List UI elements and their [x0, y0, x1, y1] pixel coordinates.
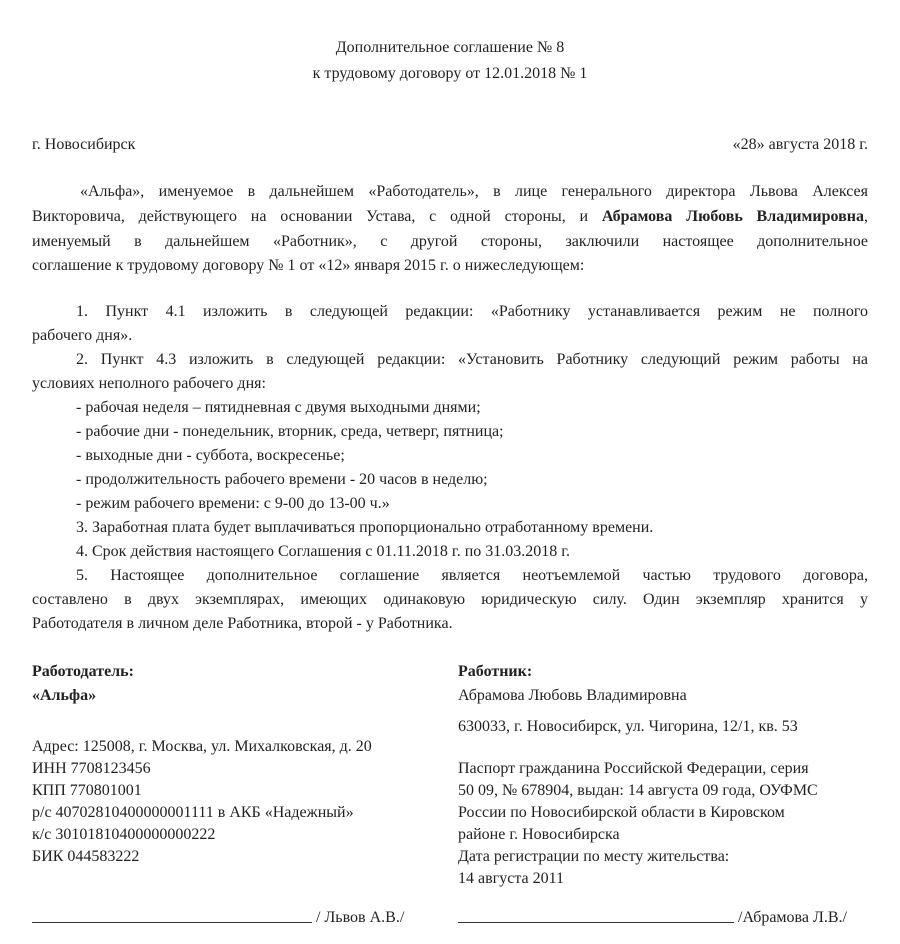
employer-address: Адрес: 125008, г. Москва, ул. Михалковская, д. 20 [32, 738, 372, 755]
clause-5-line-3: Работодателя в личном деле Работника, второй - у Работника. [32, 615, 453, 632]
clause-3: 3. Заработная плата будет выплачиваться пропорционально отработанному времени. [76, 519, 654, 536]
preamble-line-3: именуемый в дальнейшем «Работник», с другой стороны, заключили настоящее дополнительное [32, 233, 868, 250]
employee-registration-date: 14 августа 2011 [458, 870, 565, 887]
employee-passport-line: районе г. Новосибирска [458, 826, 620, 843]
document-subtitle: к трудовому договору от 12.01.2018 № 1 [312, 65, 588, 82]
schedule-bullet: - выходные дни - суббота, воскресенье; [76, 447, 345, 464]
employer-signature-line [32, 922, 312, 923]
employee-name-bold: Абрамова Любовь Владимировна [601, 208, 864, 225]
document-title: Дополнительное соглашение № 8 [335, 39, 565, 56]
employer-name [32, 684, 96, 707]
employee-passport-line: России по Новосибирской области в Кировском [458, 804, 785, 821]
schedule-bullet: - рабочие дни - понедельник, вторник, среда, четверг, пятница; [76, 423, 504, 440]
employee-passport-line: 50 09, № 678904, выдан: 14 августа 09 года, ОУФМС [458, 782, 818, 799]
employer-heading-text: Работодатель: [32, 663, 134, 680]
clause-1-line-1: 1. Пункт 4.1 изложить в следующей редакции: «Работнику устанавливается режим не полного [76, 303, 868, 320]
clause-4: 4. Срок действия настоящего Соглашения с 01.11.2018 г. по 31.03.2018 г. [76, 543, 571, 560]
employer-kpp: КПП 770801001 [32, 782, 142, 799]
preamble-line-4: соглашение к трудовому договору № 1 от «12» января 2015 г. о нижеследующем: [32, 257, 585, 274]
preamble-text: «Альфа», именуемое в дальнейшем «Работодатель», в лице генерального директора Львова Алексея [80, 183, 868, 200]
employer-bik: БИК 044583222 [32, 848, 140, 865]
schedule-bullet: - режим рабочего времени: с 9-00 до 13-00 ч.» [76, 495, 390, 512]
employee-registration-label: Дата регистрации по месту жительства: [458, 848, 730, 865]
employee-passport-line: Паспорт гражданина Российской Федерации, серия [458, 760, 809, 777]
clause-1-line-2: рабочего дня». [32, 327, 133, 344]
preamble-text: , [864, 208, 868, 225]
document-date: «28» августа 2018 г. [732, 136, 868, 153]
employer-corr-account: к/с 30101810400000000222 [32, 826, 216, 843]
city: г. Новосибирск [32, 136, 136, 153]
clause-5-line-2: составлено в двух экземплярах, имеющих одинаковую юридическую силу. Один экземпляр хранится у [32, 591, 868, 608]
clause-2-line-2: условиях неполного рабочего дня: [32, 375, 266, 392]
employer-heading [32, 660, 134, 683]
employer-signature-name: / Львов А.В./ [316, 909, 405, 926]
employee-heading-text: Работник: [458, 663, 533, 680]
employee-name: Абрамова Любовь Владимировна [458, 687, 687, 704]
employee-signature-name: /Абрамова Л.В./ [738, 909, 847, 926]
employee-signature-line [458, 922, 734, 923]
schedule-bullet: - продолжительность рабочего времени - 20 часов в неделю; [76, 471, 488, 488]
employee-heading [458, 660, 532, 683]
clause-2-line-1: 2. Пункт 4.3 изложить в следующей редакции: «Установить Работнику следующий режим работы на [76, 351, 868, 368]
employee-address: 630033, г. Новосибирск, ул. Чигорина, 12/1, кв. 53 [458, 718, 798, 735]
clause-5-line-1: 5. Настоящее дополнительное соглашение является неотъемлемой частью трудового договора, [76, 567, 868, 584]
preamble-text: Викторовича, действующего на основании Устава, с одной стороны, и [32, 208, 602, 225]
preamble-line-2 [32, 205, 868, 228]
preamble-line-1 [80, 180, 868, 203]
employer-account: р/с 40702810400000001111 в АКБ «Надежный» [32, 804, 354, 821]
employer-name-text: «Альфа» [32, 687, 97, 704]
schedule-bullet: - рабочая неделя – пятидневная с двумя выходными днями; [76, 399, 481, 416]
employer-inn: ИНН 7708123456 [32, 760, 151, 777]
